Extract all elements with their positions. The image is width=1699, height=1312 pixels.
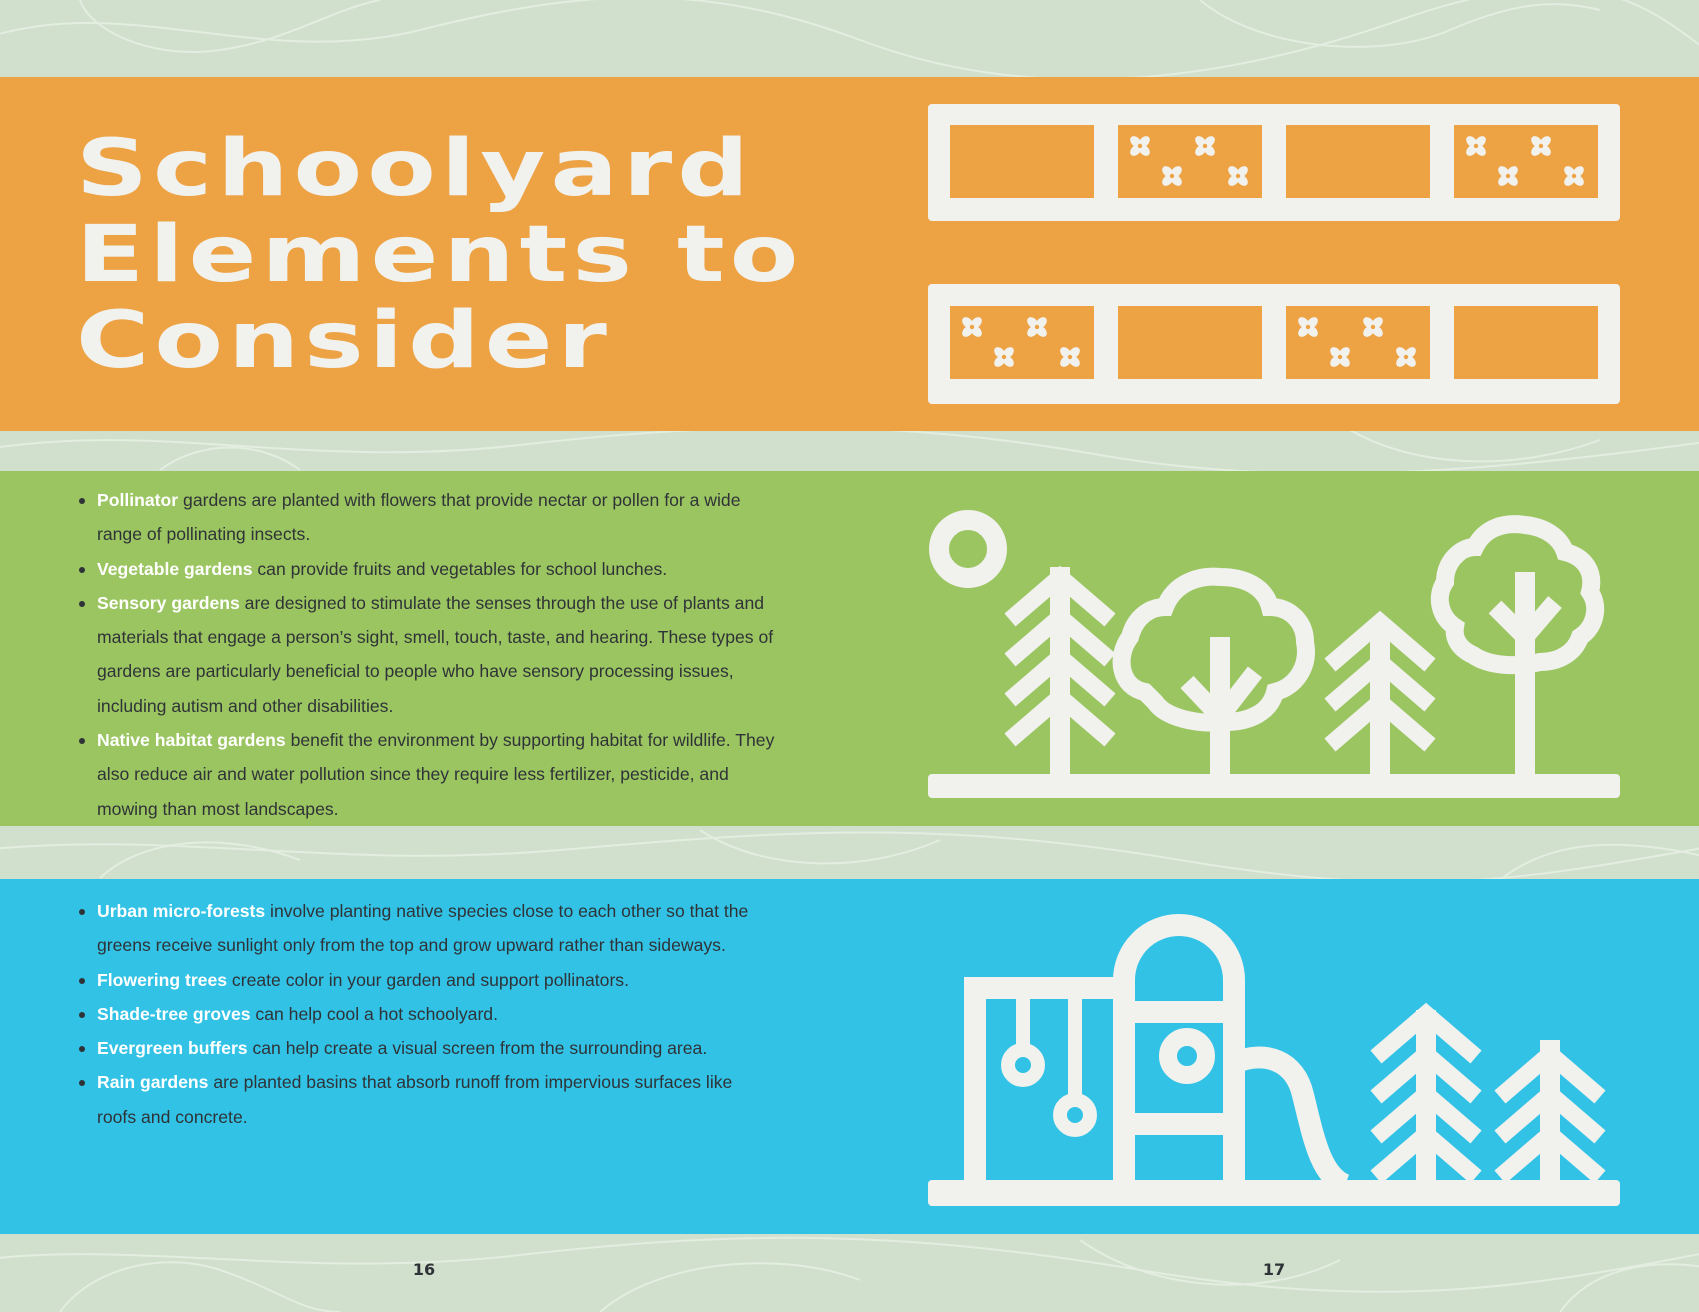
- description: can provide fruits and vegetables for school lunches.: [252, 558, 668, 579]
- term: Urban micro-forests: [97, 901, 266, 921]
- page-number-right: 17: [1262, 1260, 1286, 1279]
- description: involve planting native species close to each other so that the greens receive sunlight only from the top and grow upward rather than sideways.: [97, 901, 749, 956]
- term: Pollinator: [97, 490, 179, 510]
- term: Evergreen buffers: [97, 1038, 248, 1059]
- title-line-1: Schoolyard: [76, 124, 754, 214]
- title-line-2: Elements to: [76, 210, 804, 300]
- term: Flowering trees: [97, 969, 228, 990]
- description: gardens are planted with flowers that provide nectar or pollen for a wide range of pollinating insects.: [97, 490, 741, 545]
- garden-beds-icon: [925, 101, 1623, 407]
- term: Native habitat gardens: [97, 730, 286, 751]
- title-line-3: Consider: [76, 296, 612, 386]
- term: Vegetable gardens: [97, 558, 253, 579]
- list-item: [76, 723, 776, 826]
- description: are designed to stimulate the senses through the use of plants and materials that engage a person’s sight, smell, touch, taste, and hearing. These types of gardens are particularly beneficial to people who have sensory processing issues, including autism and other disabilities.: [97, 592, 774, 716]
- list-item: [76, 1031, 776, 1065]
- list-item: [76, 997, 776, 1031]
- list-item: [76, 894, 776, 963]
- term: Sensory gardens: [97, 592, 240, 613]
- playground-and-trees-icon: [925, 910, 1623, 1210]
- description: can help cool a hot schoolyard.: [250, 1003, 498, 1024]
- list-item: [76, 963, 776, 997]
- green-bullet-list: [76, 483, 776, 826]
- page-number-left: 16: [412, 1260, 436, 1279]
- description: create color in your garden and support pollinators.: [227, 969, 629, 990]
- term: Rain gardens: [97, 1072, 209, 1093]
- blue-bullet-list: [76, 894, 776, 1134]
- list-item: [76, 586, 776, 723]
- term: Shade-tree groves: [97, 1003, 251, 1024]
- description: are planted basins that absorb runoff from impervious surfaces like roofs and concrete.: [97, 1072, 733, 1127]
- description: can help create a visual screen from the surrounding area.: [247, 1038, 708, 1059]
- page-title: [76, 126, 804, 384]
- list-item: [76, 483, 776, 552]
- list-item: [76, 1065, 776, 1134]
- trees-and-sun-icon: [925, 507, 1623, 801]
- description: benefit the environment by supporting habitat for wildlife. They also reduce air and water pollution since they require less fertilizer, pesticide, and mowing than most landscapes.: [97, 730, 775, 819]
- list-item: [76, 552, 776, 586]
